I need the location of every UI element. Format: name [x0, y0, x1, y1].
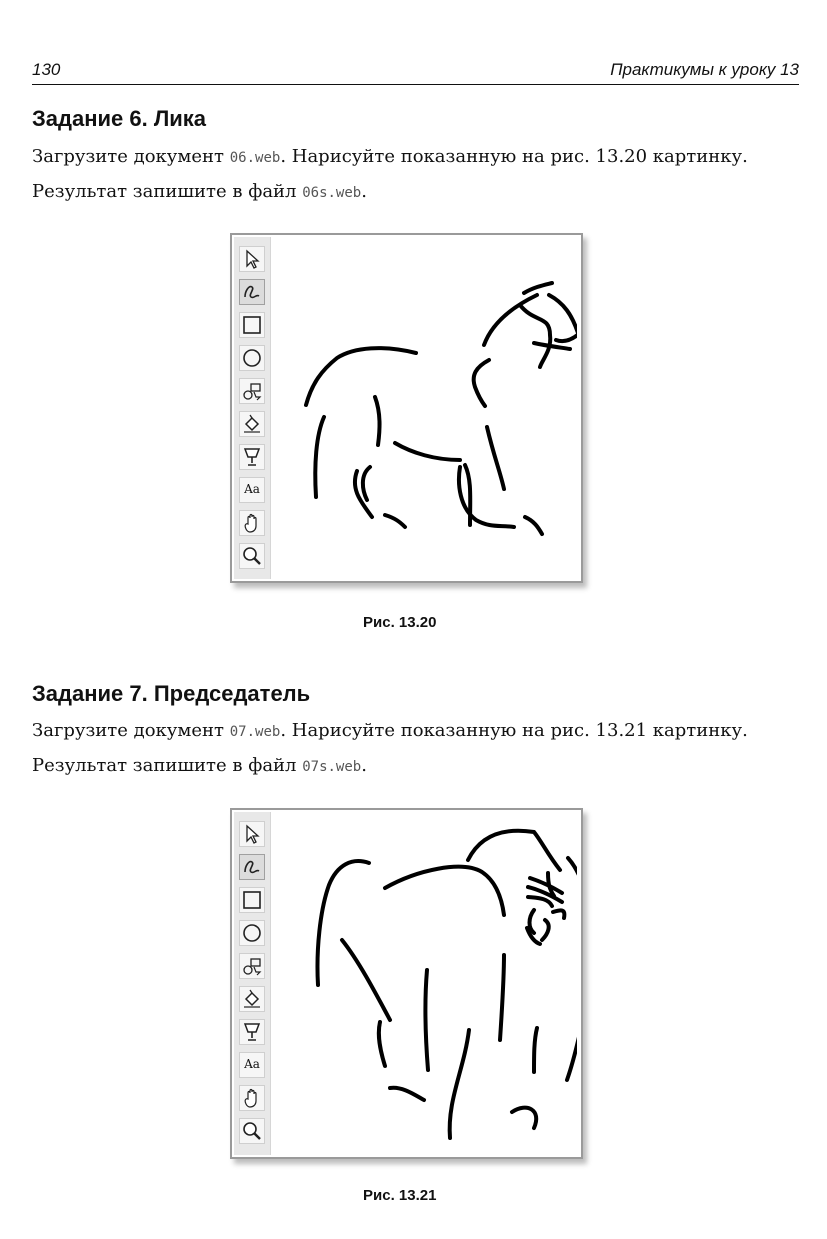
task7-line-1: Загрузите документ 07.web. Нарисуйте показанную на рис. 13.21 картинку. [32, 720, 748, 741]
figure-13-21-caption: Рис. 13.21 [363, 1187, 437, 1204]
running-title: Практикумы к уроку 13 [610, 60, 799, 79]
freehand-curve-icon[interactable] [239, 279, 265, 305]
shapes-icon[interactable] [239, 378, 265, 404]
paint-bucket-icon[interactable] [239, 986, 265, 1012]
text-tool-icon[interactable]: Aa [239, 1052, 265, 1078]
figure-13-20 [230, 233, 583, 583]
gorilla-line-drawing [272, 810, 577, 1152]
task6-output-file: 06s.web [302, 185, 362, 201]
ellipse-icon[interactable] [239, 920, 265, 946]
page-number: 130 [32, 60, 61, 79]
task7-output-file: 07s.web [302, 759, 362, 775]
select-arrow-icon[interactable] [239, 246, 265, 272]
rectangle-icon[interactable] [239, 887, 265, 913]
paint-bucket-icon[interactable] [239, 411, 265, 437]
hand-pan-icon[interactable] [239, 510, 265, 536]
page-header [32, 58, 799, 85]
task7-title: Задание 7. Председатель [32, 681, 311, 706]
task7-instructions [32, 714, 782, 784]
hand-pan-icon[interactable] [239, 1085, 265, 1111]
rectangle-icon[interactable] [239, 312, 265, 338]
zoom-magnifier-icon[interactable] [239, 1118, 265, 1144]
task6-instructions [32, 140, 782, 210]
drawing-toolbar [234, 812, 271, 1155]
figure-13-20-caption: Рис. 13.20 [363, 614, 437, 631]
select-arrow-icon[interactable] [239, 821, 265, 847]
figure-13-21 [230, 808, 583, 1159]
task7-input-file: 07.web [229, 724, 281, 740]
dog-line-drawing [272, 235, 577, 577]
freehand-curve-icon[interactable] [239, 854, 265, 880]
task6-input-file: 06.web [229, 150, 281, 166]
cup-icon[interactable] [239, 444, 265, 470]
ellipse-icon[interactable] [239, 345, 265, 371]
zoom-magnifier-icon[interactable] [239, 543, 265, 569]
cup-icon[interactable] [239, 1019, 265, 1045]
task7-line-2: Результат запишите в файл 07s.web. [32, 755, 367, 776]
task6-line-2: Результат запишите в файл 06s.web. [32, 181, 367, 202]
text-tool-icon[interactable]: Aa [239, 477, 265, 503]
task6-line-1: Загрузите документ 06.web. Нарисуйте показанную на рис. 13.20 картинку. [32, 146, 748, 167]
drawing-toolbar [234, 237, 271, 579]
shapes-icon[interactable] [239, 953, 265, 979]
task6-title: Задание 6. Лика [32, 106, 207, 131]
